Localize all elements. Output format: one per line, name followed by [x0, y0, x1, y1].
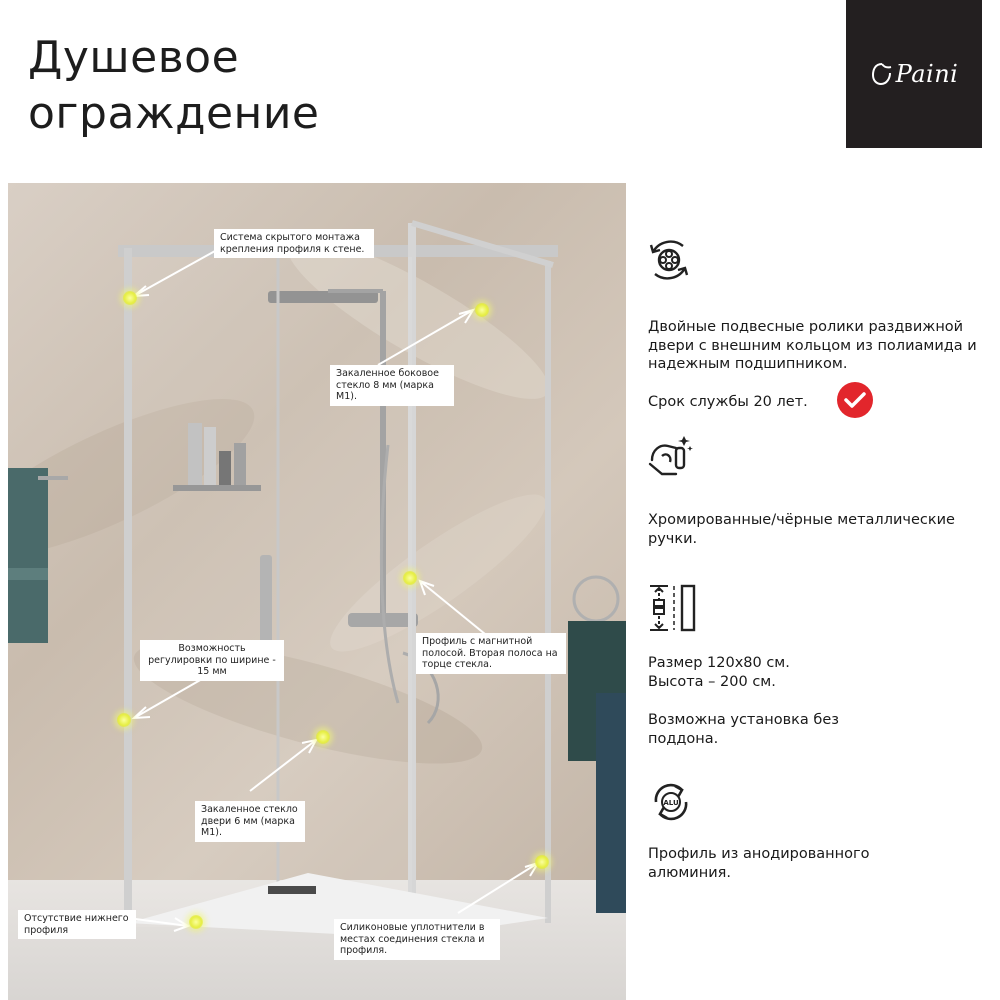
callout-magnet-profile: Профиль с магнитной полосой. Вторая полоса на торце стекла. [416, 633, 566, 674]
marker-dot [403, 571, 417, 585]
alu-label: ALU [663, 799, 679, 807]
callout-width-adjust: Возможность регулировки по ширине - 15 мм [140, 640, 284, 681]
lifetime-text: Срок службы 20 лет. [648, 394, 808, 410]
roller-icon [645, 236, 693, 284]
callout-side-glass: Закаленное боковое стекло 8 мм (марка М1). [330, 365, 454, 406]
logo-text: Paini [895, 60, 959, 88]
shower-scene-illustration [8, 183, 626, 1000]
title-line-1: Душевое [28, 32, 240, 83]
shower-photo [8, 183, 626, 1000]
marker-dot [475, 303, 489, 317]
marker-dot [189, 915, 203, 929]
marker-dot [123, 291, 137, 305]
size-text: Размер 120х80 см. [648, 655, 790, 671]
height-text: Высота – 200 см. [648, 674, 776, 690]
logo-mark-icon [870, 61, 894, 87]
profile-text: Профиль из анодированного алюминия. [648, 846, 870, 881]
page-title [28, 30, 320, 142]
no-tray-text: Возможна установка без поддона. [648, 712, 839, 747]
rollers-text: Двойные подвесные ролики раздвижной двери с внешним кольцом из полиамида и надежным подшипником. [648, 319, 977, 372]
check-badge-icon [836, 381, 874, 419]
callout-silicone-seals: Силиконовые уплотнители в местах соединения стекла и профиля. [334, 919, 500, 960]
marker-dot [316, 730, 330, 744]
callout-hidden-mount: Система скрытого монтажа крепления профиля к стене. [214, 229, 374, 258]
callout-door-glass: Закаленное стекло двери 6 мм (марка М1). [195, 801, 305, 842]
callout-no-bottom-profile: Отсутствие нижнего профиля [18, 910, 136, 939]
title-line-2: ограждение [28, 88, 320, 139]
marker-dot [535, 855, 549, 869]
dimensions-icon [648, 582, 700, 634]
hand-handle-icon [646, 430, 696, 478]
marker-dot [117, 713, 131, 727]
brand-logo [846, 0, 982, 148]
handles-text: Хромированные/чёрные металлические ручки. [648, 512, 955, 547]
aluminium-recycle-icon [648, 780, 694, 824]
